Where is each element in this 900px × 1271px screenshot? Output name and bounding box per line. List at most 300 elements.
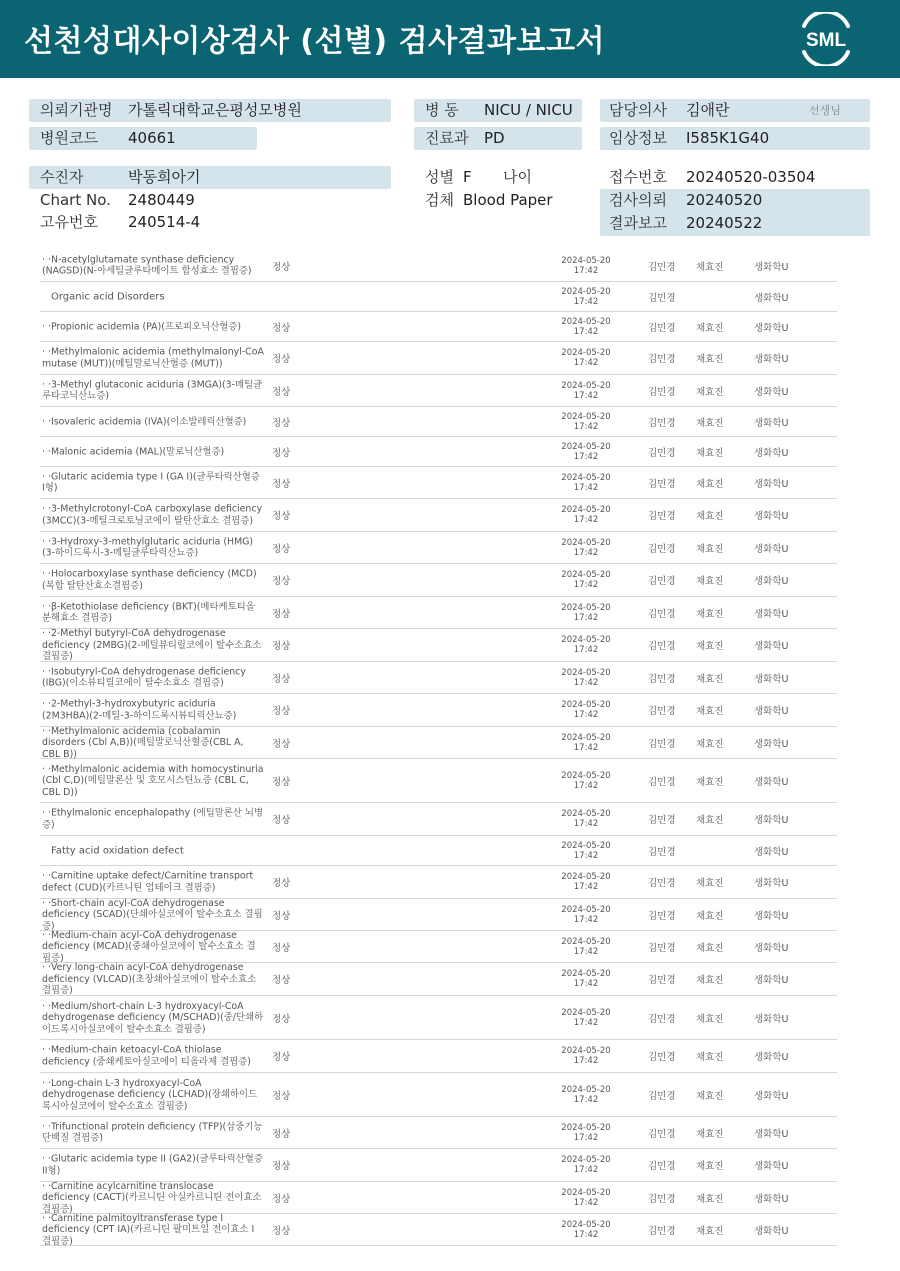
test-name: · ·Medium-chain acyl-CoA dehydrogenase deficiency (MCAD)(중쇄아실코에이 탈수소효소 결핍증) — [42, 929, 256, 964]
test-time: 17:42 — [573, 946, 599, 957]
technician: 김민경 — [648, 292, 676, 304]
test-date: 2024-05-20 — [561, 1046, 611, 1056]
test-name: · ·N-acetylglutamate synthase deficiency (NAGSD)(N-아세틸글루타메이트 합성효소 결핍증) — [42, 254, 252, 277]
technician: 김민경 — [648, 1225, 676, 1237]
test-time: 17:42 — [573, 265, 599, 276]
test-time: 17:42 — [573, 979, 599, 989]
institution-value: 가톨릭대학교은평성모병원 — [128, 101, 302, 119]
technician: 김민경 — [648, 673, 676, 685]
test-time: 17:42 — [573, 390, 599, 401]
table-row — [40, 499, 837, 532]
verifier: 채효진 — [696, 543, 724, 555]
table-row — [40, 694, 837, 727]
department: 생화학U — [754, 261, 789, 273]
test-datetime — [540, 937, 632, 957]
technician: 김민경 — [648, 543, 676, 555]
test-time: 17:42 — [573, 1017, 599, 1028]
verifier: 채효진 — [696, 576, 724, 587]
test-result: 정상 — [272, 706, 291, 717]
verifier: 채효진 — [696, 738, 724, 750]
test-date: 2024-05-20 — [561, 1155, 611, 1165]
test-time: 17:42 — [573, 742, 599, 753]
results-table — [40, 250, 837, 1246]
test-result: 정상 — [272, 478, 291, 490]
test-datetime — [540, 1220, 632, 1240]
table-row — [40, 532, 837, 564]
patient-label: 수진자 — [40, 168, 84, 186]
report-value: 20240522 — [686, 214, 763, 232]
test-name: · ·Malonic acidemia (MAL)(말로닉산혈증) — [42, 445, 225, 457]
department: 생화학U — [754, 975, 789, 986]
test-datetime — [540, 771, 632, 791]
test-name: · ·Glutaric acidemia type II (GA2)(글루타릭산혈증 II형) — [42, 1153, 263, 1176]
table-row — [40, 1149, 837, 1182]
department: 생화학U — [754, 815, 789, 826]
department: 생화학U — [754, 354, 789, 365]
test-date: 2024-05-20 — [561, 700, 611, 710]
technician: 김민경 — [648, 1052, 676, 1063]
request-value: 20240520 — [686, 191, 763, 209]
verifier: 채효진 — [696, 878, 724, 889]
test-name: · ·Carnitine uptake defect/Carnitine transport defect (CUD)(카르니틴 업테이크 결핍증) — [42, 870, 254, 893]
test-time: 17:42 — [573, 780, 599, 791]
test-result: 정상 — [272, 417, 291, 429]
table-row — [40, 250, 837, 282]
test-datetime — [540, 505, 632, 525]
table-row — [40, 727, 837, 759]
test-datetime — [540, 905, 632, 925]
chart-value: 2480449 — [128, 191, 195, 209]
test-time: 17:42 — [573, 819, 599, 829]
svg-text:SML: SML — [805, 30, 847, 51]
test-result: 정상 — [272, 910, 291, 922]
department: 생화학U — [754, 322, 789, 334]
test-result: 정상 — [272, 386, 291, 398]
test-date: 2024-05-20 — [561, 537, 611, 548]
verifier: 채효진 — [696, 910, 724, 922]
technician: 김민경 — [648, 608, 676, 620]
verifier: 채효진 — [696, 1013, 724, 1025]
department: 생화학U — [754, 942, 789, 954]
table-row — [40, 312, 837, 342]
test-time: 17:42 — [573, 677, 599, 688]
hospital-code-value: 40661 — [128, 129, 176, 147]
test-date: 2024-05-20 — [561, 667, 611, 678]
verifier: 채효진 — [696, 1161, 724, 1172]
technician: 김민경 — [648, 738, 676, 750]
test-name: · ·Methylmalonic acidemia (cobalamin disorders (Cbl A,B))(메틸말로닉산혈증(CBL A, CBL B)) — [42, 725, 244, 760]
table-row — [40, 803, 837, 836]
technician: 김민경 — [648, 975, 676, 986]
verifier: 채효진 — [696, 608, 724, 620]
test-date: 2024-05-20 — [561, 1187, 611, 1198]
test-datetime — [540, 442, 632, 462]
test-name: · ·Isobutyryl-CoA dehydrogenase deficiency (IBG)(이소뷰티릴코에이 탈수소효소 결핍증) — [42, 666, 246, 689]
test-result: 정상 — [272, 1128, 291, 1140]
test-result: 정상 — [272, 1225, 291, 1237]
test-time: 17:42 — [573, 850, 599, 861]
ward-value: NICU / NICU — [484, 101, 573, 119]
test-date: 2024-05-20 — [561, 441, 611, 452]
test-result: 정상 — [272, 354, 291, 365]
clinical-label: 임상정보 — [609, 129, 667, 147]
technician: 김민경 — [648, 511, 676, 522]
table-row — [40, 629, 837, 662]
test-datetime — [540, 603, 632, 623]
verifier: 채효진 — [696, 641, 724, 652]
test-time: 17:42 — [573, 358, 599, 368]
table-row — [40, 662, 837, 694]
test-name: · ·Glutaric acidemia type I (GA I)(글루타릭산혈증 I형) — [42, 471, 260, 494]
test-date: 2024-05-20 — [561, 1122, 611, 1133]
table-row — [40, 866, 837, 899]
test-date: 2024-05-20 — [561, 472, 611, 483]
test-date: 2024-05-20 — [561, 904, 611, 915]
verifier: 채효진 — [696, 1090, 724, 1102]
verifier: 채효진 — [696, 354, 724, 365]
test-time: 17:42 — [573, 914, 599, 925]
department: 생화학U — [754, 511, 789, 522]
technician: 김민경 — [648, 576, 676, 587]
report-label: 결과보고 — [609, 214, 667, 232]
test-datetime — [540, 841, 632, 861]
verifier: 채효진 — [696, 261, 724, 273]
test-name: · ·Carnitine acylcarnitine translocase deficiency (CACT)(카르니틴 아실카르니틴 전이효소 결핍증) — [42, 1180, 262, 1215]
test-datetime — [540, 317, 632, 337]
test-datetime — [540, 538, 632, 558]
test-result: 정상 — [272, 673, 291, 685]
test-result: 정상 — [272, 543, 291, 555]
table-row — [40, 407, 837, 437]
test-date: 2024-05-20 — [561, 286, 611, 297]
technician: 김민경 — [648, 417, 676, 429]
department: 생화학U — [754, 417, 789, 429]
table-row — [40, 437, 837, 467]
test-name: · ·Trifunctional protein deficiency (TFP)(삼중기능단백질 결핍증) — [42, 1121, 263, 1144]
specimen-label: 검체 — [425, 191, 454, 209]
doctor-suffix: 선생님 — [809, 104, 841, 117]
test-time: 17:42 — [573, 1197, 599, 1208]
department: 생화학U — [754, 776, 789, 788]
table-row — [40, 931, 837, 963]
department: 생화학U — [754, 1128, 789, 1140]
test-date: 2024-05-20 — [561, 872, 611, 882]
test-time: 17:42 — [573, 580, 599, 590]
test-date: 2024-05-20 — [561, 348, 611, 358]
test-date: 2024-05-20 — [561, 936, 611, 947]
test-datetime — [540, 412, 632, 432]
table-row — [40, 996, 837, 1040]
verifier: 채효진 — [696, 706, 724, 717]
test-name: · ·Medium/short-chain L-3 hydroxyacyl-CoA dehydrogenase deficiency (M/SCHAD)(중/단쇄하이드록시아실코에이 탈수소효소 결핍증) — [42, 1000, 264, 1035]
table-row — [40, 1214, 837, 1246]
test-datetime — [540, 473, 632, 493]
verifier: 채효진 — [696, 776, 724, 788]
department: 생화학U — [754, 576, 789, 587]
department: 생화학U — [754, 673, 789, 685]
verifier: 채효진 — [696, 942, 724, 954]
test-name: · ·Isovaleric acidemia (IVA)(이소발레릭산혈증) — [42, 415, 247, 427]
test-time: 17:42 — [573, 1165, 599, 1175]
verifier: 채효진 — [696, 322, 724, 334]
test-result: 정상 — [272, 815, 291, 826]
test-name: · ·Carnitine palmitoyltransferase type I deficiency (CPT IA)(카르니틴 팔미트일 전이효소 I 결핍증) — [42, 1212, 255, 1247]
table-row — [40, 899, 837, 931]
test-datetime — [540, 1008, 632, 1028]
test-result: 정상 — [272, 447, 291, 459]
test-date: 2024-05-20 — [561, 255, 611, 266]
test-result: 정상 — [272, 511, 291, 522]
test-date: 2024-05-20 — [561, 840, 611, 851]
verifier: 채효진 — [696, 815, 724, 826]
test-date: 2024-05-20 — [561, 969, 611, 979]
sml-logo — [796, 12, 856, 66]
department: 생화학U — [754, 641, 789, 652]
test-datetime — [540, 381, 632, 401]
test-datetime — [540, 570, 632, 590]
header-banner — [0, 0, 900, 78]
receipt-value: 20240520-03504 — [686, 168, 816, 186]
department: 생화학U — [754, 1225, 789, 1237]
technician: 김민경 — [648, 878, 676, 889]
department: 생화학U — [754, 1013, 789, 1025]
verifier: 채효진 — [696, 1193, 724, 1205]
technician: 김민경 — [648, 386, 676, 398]
test-date: 2024-05-20 — [561, 380, 611, 391]
test-time: 17:42 — [573, 1132, 599, 1143]
table-row — [40, 375, 837, 407]
verifier: 채효진 — [696, 447, 724, 459]
test-name: Fatty acid oxidation defect — [51, 844, 184, 856]
department: 생화학U — [754, 846, 789, 858]
department: 생화학U — [754, 1161, 789, 1172]
test-time: 17:42 — [573, 451, 599, 462]
test-datetime — [540, 1188, 632, 1208]
test-datetime — [540, 256, 632, 276]
table-row — [40, 342, 837, 375]
test-date: 2024-05-20 — [561, 1084, 611, 1095]
dept-label: 진료과 — [425, 129, 469, 147]
table-row — [40, 1182, 837, 1214]
verifier: 채효진 — [696, 975, 724, 986]
table-row — [40, 1073, 837, 1117]
test-name: · ·Methylmalonic acidemia (methylmalonyl-CoA mutase (MUT))(메틸말로닉산혈증 (MUT)) — [42, 346, 264, 369]
department: 생화학U — [754, 1090, 789, 1102]
department: 생화학U — [754, 1193, 789, 1205]
test-datetime — [540, 1123, 632, 1143]
sex-value: F — [463, 168, 472, 186]
test-time: 17:42 — [573, 421, 599, 432]
test-date: 2024-05-20 — [561, 570, 611, 580]
report-title: 선천성대사이상검사 (선별) 검사결과보고서 — [24, 24, 605, 59]
test-date: 2024-05-20 — [561, 316, 611, 327]
test-result: 정상 — [272, 1090, 291, 1102]
verifier: 채효진 — [696, 1052, 724, 1063]
test-datetime — [540, 733, 632, 753]
dept-value: PD — [484, 129, 505, 147]
technician: 김민경 — [648, 815, 676, 826]
test-time: 17:42 — [573, 515, 599, 525]
test-date: 2024-05-20 — [561, 1219, 611, 1230]
department: 생화학U — [754, 706, 789, 717]
department: 생화학U — [754, 478, 789, 490]
test-time: 17:42 — [573, 882, 599, 892]
table-row — [40, 467, 837, 499]
unique-label: 고유번호 — [40, 213, 98, 231]
test-datetime — [540, 1046, 632, 1066]
technician: 김민경 — [648, 1193, 676, 1205]
technician: 김민경 — [648, 1161, 676, 1172]
test-datetime — [540, 668, 632, 688]
test-name: · ·3-Hydroxy-3-methylglutaric aciduria (HMG)(3-하이드록시-3-메틸글루타릭산뇨증) — [42, 536, 254, 559]
chart-label: Chart No. — [40, 191, 111, 209]
test-name: · ·Ethylmalonic encephalopathy (에틸말론산 뇌병증) — [42, 807, 264, 830]
section-row — [40, 282, 837, 312]
patient-value: 박동희아기 — [128, 168, 201, 186]
test-result: 정상 — [272, 878, 291, 889]
test-time: 17:42 — [573, 296, 599, 307]
test-datetime — [540, 287, 632, 307]
technician: 김민경 — [648, 942, 676, 954]
test-name: · ·Holocarboxylase synthase deficiency (MCD)(복합 탈탄산효소결핍증) — [42, 568, 257, 591]
test-result: 정상 — [272, 641, 291, 652]
test-time: 17:42 — [573, 326, 599, 337]
table-row — [40, 963, 837, 996]
test-result: 정상 — [272, 942, 291, 954]
test-date: 2024-05-20 — [561, 635, 611, 645]
test-time: 17:42 — [573, 1094, 599, 1105]
department: 생화학U — [754, 910, 789, 922]
test-result: 정상 — [272, 576, 291, 587]
clinical-value: I585K1G40 — [686, 129, 770, 147]
test-time: 17:42 — [573, 547, 599, 558]
technician: 김민경 — [648, 261, 676, 273]
technician: 김민경 — [648, 478, 676, 490]
test-name: · ·Very long-chain acyl-CoA dehydrogenase deficiency (VLCAD)(초장쇄아실코에이 탈수소효소 결핍증) — [42, 961, 257, 996]
test-result: 정상 — [272, 1052, 291, 1063]
test-date: 2024-05-20 — [561, 411, 611, 422]
technician: 김민경 — [648, 1090, 676, 1102]
test-name: · ·Medium-chain ketoacyl-CoA thiolase deficiency (중쇄케토아실코에이 티올라제 결핍증) — [42, 1044, 251, 1067]
test-datetime — [540, 1085, 632, 1105]
test-result: 정상 — [272, 608, 291, 620]
test-date: 2024-05-20 — [561, 770, 611, 781]
verifier: 채효진 — [696, 386, 724, 398]
department: 생화학U — [754, 608, 789, 620]
test-datetime — [540, 348, 632, 368]
test-result: 정상 — [272, 261, 291, 273]
doctor-value: 김애란 — [686, 101, 730, 119]
test-result: 정상 — [272, 975, 291, 986]
technician: 김민경 — [648, 846, 676, 858]
table-row — [40, 564, 837, 597]
test-time: 17:42 — [573, 645, 599, 655]
technician: 김민경 — [648, 910, 676, 922]
technician: 김민경 — [648, 1128, 676, 1140]
technician: 김민경 — [648, 447, 676, 459]
test-time: 17:42 — [573, 1229, 599, 1240]
test-result: 정상 — [272, 738, 291, 750]
ward-label: 병 동 — [425, 101, 459, 119]
department: 생화학U — [754, 543, 789, 555]
department: 생화학U — [754, 878, 789, 889]
unique-value: 240514-4 — [128, 213, 201, 231]
table-row — [40, 1117, 837, 1149]
age-label: 나이 — [503, 168, 532, 186]
test-date: 2024-05-20 — [561, 809, 611, 819]
department: 생화학U — [754, 386, 789, 398]
hospital-code-label: 병원코드 — [40, 129, 98, 147]
test-name: · ·Methylmalonic acidemia with homocystinuria (Cbl C,D)(메틸말론산 및 호모시스틴뇨증 (CBL C, CBL D)) — [42, 763, 264, 798]
department: 생화학U — [754, 292, 789, 304]
verifier: 채효진 — [696, 417, 724, 429]
technician: 김민경 — [648, 706, 676, 717]
test-name: · ·2-Methyl-3-hydroxybutyric aciduria (2M3HBA)(2-메틸-3-하이드록시뷰티릭산뇨증) — [42, 698, 237, 721]
test-date: 2024-05-20 — [561, 1007, 611, 1018]
verifier: 채효진 — [696, 478, 724, 490]
test-time: 17:42 — [573, 482, 599, 493]
test-name: · ·3-Methyl glutaconic aciduria (3MGA)(3-메틸글루타코닉산뇨증) — [42, 379, 263, 402]
test-name: · ·Long-chain L-3 hydroxyacyl-CoA dehydrogenase deficiency (LCHAD)(장쇄하이드록시아실코에이 탈수소효소 결핍증) — [42, 1077, 258, 1112]
receipt-label: 접수번호 — [609, 168, 667, 186]
test-date: 2024-05-20 — [561, 505, 611, 515]
test-result: 정상 — [272, 1193, 291, 1205]
test-name: · ·Short-chain acyl-CoA dehydrogenase deficiency (SCAD)(단쇄아실코에이 탈수소효소 결핍증) — [42, 897, 263, 932]
technician: 김민경 — [648, 641, 676, 652]
test-result: 정상 — [272, 1161, 291, 1172]
department: 생화학U — [754, 738, 789, 750]
test-name: · ·Propionic acidemia (PA)(프로피오닉산혈증) — [42, 320, 242, 332]
test-time: 17:42 — [573, 1056, 599, 1066]
table-row — [40, 597, 837, 629]
table-row — [40, 759, 837, 803]
institution-label: 의뢰기관명 — [40, 101, 113, 119]
department: 생화학U — [754, 1052, 789, 1063]
test-name: · ·2-Methyl butyryl-CoA dehydrogenase deficiency (2MBG)(2-메틸뷰티릴코에이 탈수소효소 결핍증) — [42, 627, 262, 662]
department: 생화학U — [754, 447, 789, 459]
test-name: · ·β-Ketothiolase deficiency (BKT)(베타케토티올 분해효소 결핍증) — [42, 601, 255, 624]
technician: 김민경 — [648, 776, 676, 788]
technician: 김민경 — [648, 354, 676, 365]
test-time: 17:42 — [573, 612, 599, 623]
section-row — [40, 836, 837, 866]
test-result: 정상 — [272, 776, 291, 788]
test-datetime — [540, 635, 632, 655]
request-label: 검사의뢰 — [609, 191, 667, 209]
test-name: Organic acid Disorders — [51, 290, 165, 302]
verifier: 채효진 — [696, 673, 724, 685]
test-datetime — [540, 700, 632, 720]
doctor-label: 담당의사 — [609, 101, 667, 119]
technician: 김민경 — [648, 322, 676, 334]
table-row — [40, 1040, 837, 1073]
sex-label: 성별 — [425, 168, 454, 186]
verifier: 채효진 — [696, 1128, 724, 1140]
verifier: 채효진 — [696, 511, 724, 522]
test-datetime — [540, 1155, 632, 1175]
test-datetime — [540, 969, 632, 989]
test-date: 2024-05-20 — [561, 732, 611, 743]
specimen-value: Blood Paper — [463, 191, 553, 209]
test-datetime — [540, 809, 632, 829]
verifier: 채효진 — [696, 1225, 724, 1237]
test-date: 2024-05-20 — [561, 602, 611, 613]
test-name: · ·3-Methylcrotonyl-CoA carboxylase deficiency (3MCC)(3-메틸크로토닐코에이 탈탄산효소 결핍증) — [42, 503, 263, 526]
test-time: 17:42 — [573, 710, 599, 720]
test-result: 정상 — [272, 1013, 291, 1025]
test-datetime — [540, 872, 632, 892]
test-result: 정상 — [272, 322, 291, 334]
